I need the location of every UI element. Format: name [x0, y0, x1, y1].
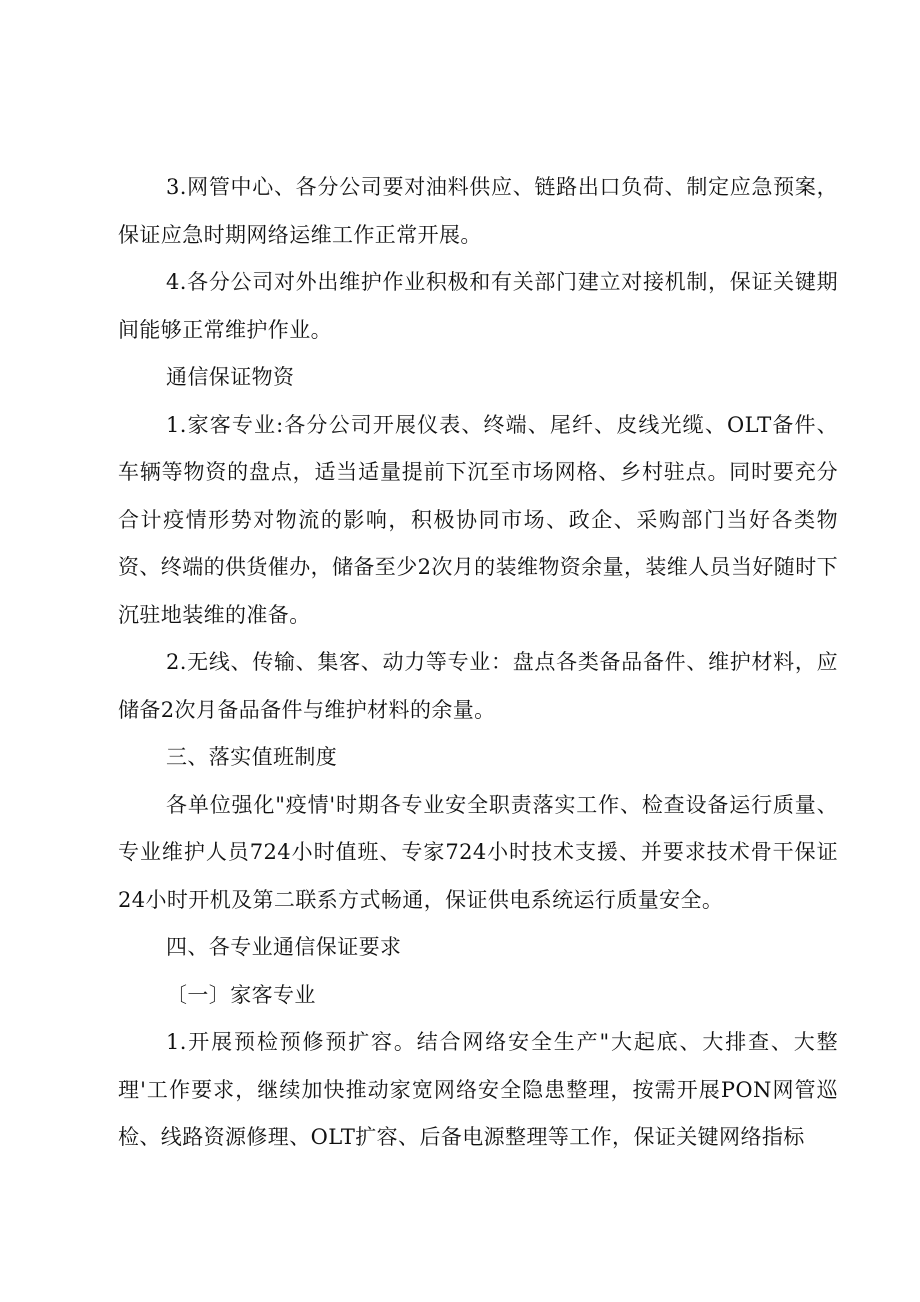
paragraph-oil-supply-plan: 3.网管中心、各分公司要对油料供应、链路出口负荷、制定应急预案，保证应急时期网络运维工作正常开展。	[118, 175, 838, 247]
paragraph-home-customer-materials: 1.家客专业:各分公司开展仪表、终端、尾纤、皮线光缆、OLT备件、车辆等物资的盘点，适当适量提前下沉至市场网格、乡村驻点。同时要充分合计疫情形势对物流的影响，积极协同市场、政企、采购部门当好各类物资、终端的供货催办，储备至少2次月的装维物资余量，装维人员当好随时下沉驻地装维的准备。	[118, 412, 838, 627]
heading-supply-materials: 通信保证物资	[166, 365, 295, 389]
paragraph-pre-check-expansion: 1.开展预检预修预扩容。结合网络安全生产"大起底、大排查、大整理'工作要求，继续加快推动家宽网络安全隐患整理，按需开展PON网管巡检、线路资源修理、OLT扩容、后备电源整理等工作，保证关键网络指标	[118, 1030, 838, 1149]
paragraph-duty-system: 各单位强化"疫情'时期各专业安全职责落实工作、检查设备运行质量、专业维护人员724小时值班、专家724小时技术支援、并要求技术骨干保证24小时开机及第二联系方式畅通，保证供电系统运行质量安全。	[118, 792, 838, 912]
heading-duty-system: 三、落实值班制度	[166, 745, 338, 769]
heading-home-customer: 〔一〕家客专业	[166, 982, 316, 1007]
paragraph-external-maintenance: 4.各分公司对外出维护作业积极和有关部门建立对接机制，保证关键期间能够正常维护作业。	[118, 270, 838, 342]
paragraph-other-specialties-materials: 2.无线、传输、集客、动力等专业：盘点各类备品备件、维护材料，应储备2次月备品备件与维护材料的余量。	[118, 650, 838, 722]
document-body	[118, 164, 838, 1162]
heading-specialty-requirements: 四、各专业通信保证要求	[166, 935, 402, 959]
